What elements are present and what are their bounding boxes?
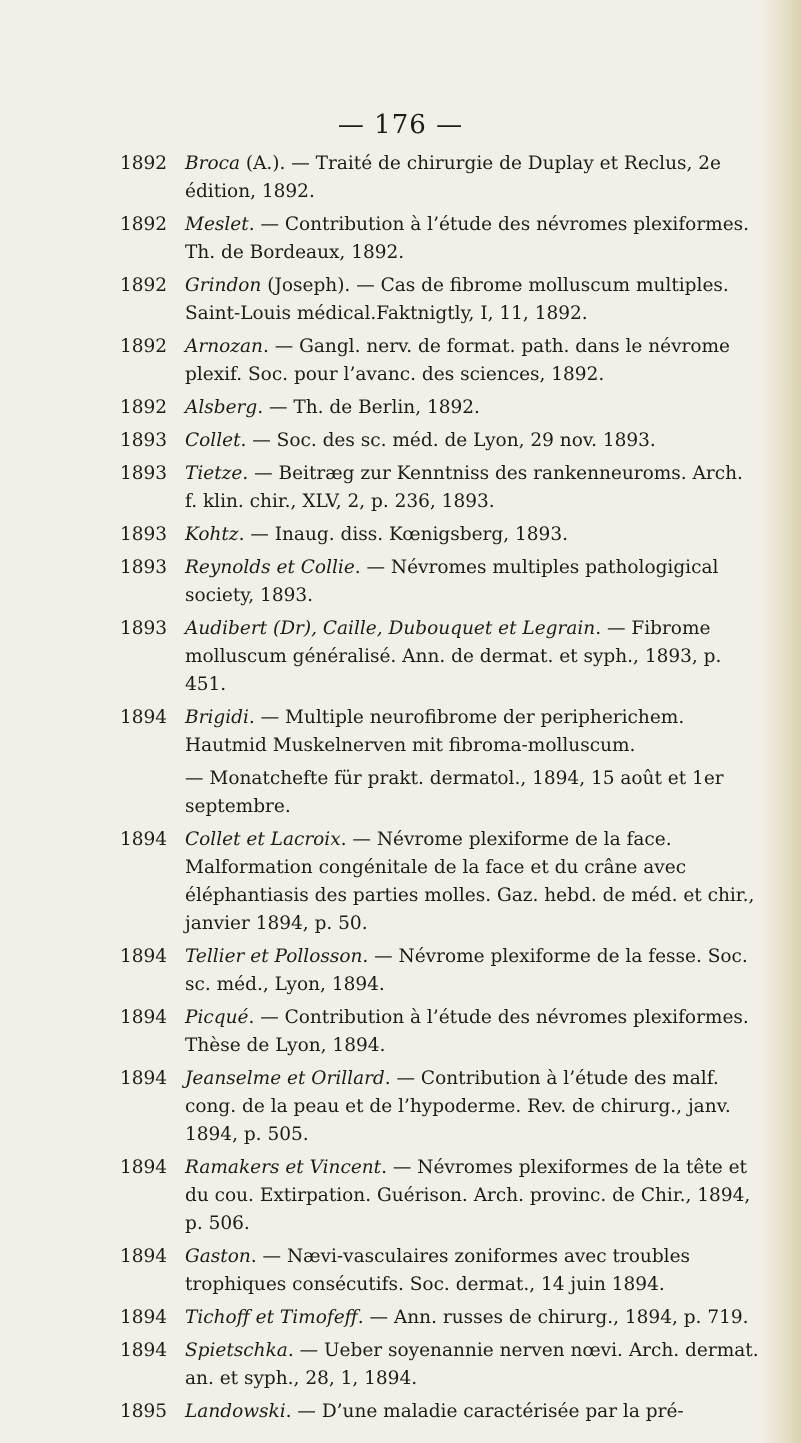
bib-entry (120, 394, 760, 422)
entry-text: . — Névrome plexiforme de la face. Malformation congénitale de la face et du crâne avec éléphantiasis des parties molles. Gaz. hebd. de méd. et chir., janvier 1894, p. 50. (185, 829, 755, 934)
entry-year: 1895 (120, 1401, 168, 1422)
entry-author: Collet (185, 430, 241, 451)
entry-year: 1894 (120, 1340, 168, 1361)
entry-text: . — Ann. russes de chirurg., 1894, p. 719. (357, 1307, 749, 1328)
entry-year: 1894 (120, 829, 168, 850)
entry-author: Tellier et Pollosson (185, 946, 363, 967)
entry-text: . — Fibrome molluscum généralisé. Ann. de dermat. et syph., 1893, p. 451. (185, 618, 722, 695)
bib-entry (120, 1004, 760, 1060)
entry-author: Spietschka (185, 1340, 288, 1361)
entry-author: Brigidi (185, 707, 249, 728)
bib-entry (120, 1337, 760, 1393)
entry-text: . — Inaug. diss. Kœnigsberg, 1893. (238, 524, 568, 545)
entry-text: — Monatchefte für prakt. dermatol., 1894, 15 août et 1er septembre. (185, 768, 724, 817)
entry-text: . — Névromes plexiformes de la tête et du cou. Extirpation. Guérison. Arch. provinc. de Chir., 1894, p. 506. (185, 1157, 751, 1234)
entry-year: 1894 (120, 1007, 168, 1028)
bib-entry (120, 521, 760, 549)
entry-author: Reynolds et Collie (185, 557, 355, 578)
entry-author: Tietze (185, 463, 243, 484)
bib-entry (120, 554, 760, 610)
entry-text: . — Ueber soyenannie nerven nœvi. Arch. dermat. an. et syph., 28, 1, 1894. (185, 1340, 759, 1389)
entry-year: 1892 (120, 153, 168, 174)
entry-year: 1893 (120, 618, 168, 639)
bib-entry (120, 427, 760, 455)
entry-year: 1894 (120, 707, 168, 728)
entry-year: 1893 (120, 430, 168, 451)
entry-author: Audibert (Dr), Caille, Dubouquet et Legrain (185, 618, 596, 639)
entry-author: Tichoff et Timofeff (185, 1307, 358, 1328)
bib-entry (120, 943, 760, 999)
entry-text: (A.). — Traité de chirurgie de Duplay et Reclus, 2e édition, 1892. (185, 153, 721, 202)
bib-entry (120, 1243, 760, 1299)
entry-author: Jeanselme et Orillard (185, 1068, 385, 1089)
entry-author: Grindon (185, 275, 262, 296)
entry-text: . — Contribution à l’étude des malf. cong. de la peau et de l’hypoderme. Rev. de chirurg., janv. 1894, p. 505. (185, 1068, 731, 1145)
entry-text: . — Beitræg zur Kenntniss des rankenneuroms. Arch. f. klin. chir., XLV, 2, p. 236, 1893. (185, 463, 743, 512)
bib-entry (120, 826, 760, 938)
entry-year: 1894 (120, 1157, 168, 1178)
entry-year: 1894 (120, 1307, 168, 1328)
entry-author: Alsberg (185, 397, 258, 418)
bibliography-list (120, 150, 760, 1431)
entry-year: 1893 (120, 557, 168, 578)
page-number: — 176 — (337, 110, 464, 140)
entry-text: . — Nævi-vasculaires zoniformes avec troubles trophiques consécutifs. Soc. dermat., 14 juin 1894. (185, 1246, 691, 1295)
bib-entry (120, 1304, 760, 1332)
bib-entry (120, 1065, 760, 1149)
entry-text: . — Contribution à l’étude des névromes plexiformes. Th. de Bordeaux, 1892. (185, 214, 750, 263)
entry-author: Ramakers et Vincent (185, 1157, 382, 1178)
entry-author: Landowski (185, 1401, 286, 1422)
bib-entry (120, 333, 760, 389)
bib-entry (120, 1154, 760, 1238)
entry-text: . — Névromes multiples pathologigical society, 1893. (185, 557, 719, 606)
entry-year: 1894 (120, 946, 168, 967)
entry-author: Picqué (185, 1007, 249, 1028)
entry-text: . — Th. de Berlin, 1892. (257, 397, 480, 418)
entry-text: . — Gangl. nerv. de format. path. dans le névrome plexif. Soc. pour l’avanc. des sciences, 1892. (185, 336, 731, 385)
page-edge-shadow (761, 0, 801, 1443)
entry-text: . — Contribution à l’étude des névromes plexiformes. Thèse de Lyon, 1894. (185, 1007, 749, 1056)
bib-entry (120, 460, 760, 516)
entry-year: 1892 (120, 397, 168, 418)
entry-year: 1892 (120, 336, 168, 357)
entry-text: (Joseph). — Cas de fibrome molluscum multiples. Saint-Louis médical.Faktnigtly, I, 11, 1892. (185, 275, 729, 324)
entry-year: 1893 (120, 463, 168, 484)
bib-entry (120, 1398, 760, 1426)
entry-text: . — Soc. des sc. méd. de Lyon, 29 nov. 1893. (240, 430, 656, 451)
entry-text: . — Névrome plexiforme de la fesse. Soc. sc. méd., Lyon, 1894. (185, 946, 748, 995)
entry-year: 1894 (120, 1246, 168, 1267)
entry-author: Broca (185, 153, 240, 174)
bib-entry (120, 704, 760, 760)
entry-year: 1893 (120, 524, 168, 545)
entry-author: Meslet (185, 214, 249, 235)
bib-entry (120, 150, 760, 206)
entry-text: . — D’une maladie caractérisée par la pré- (285, 1401, 684, 1422)
entry-author: Arnozan (185, 336, 263, 357)
entry-author: Collet et Lacroix (185, 829, 341, 850)
entry-text: . — Multiple neurofibrome der peripherichem. Hautmid Muskelnerven mit fibroma-molluscum. (185, 707, 685, 756)
entry-author: Kohtz (185, 524, 239, 545)
entry-year: 1892 (120, 275, 168, 296)
entry-year: 1894 (120, 1068, 168, 1089)
bib-entry (120, 615, 760, 699)
bib-entry (120, 272, 760, 328)
bib-entry-continuation (120, 765, 760, 821)
entry-author: Gaston (185, 1246, 251, 1267)
entry-year: 1892 (120, 214, 168, 235)
bib-entry (120, 211, 760, 267)
